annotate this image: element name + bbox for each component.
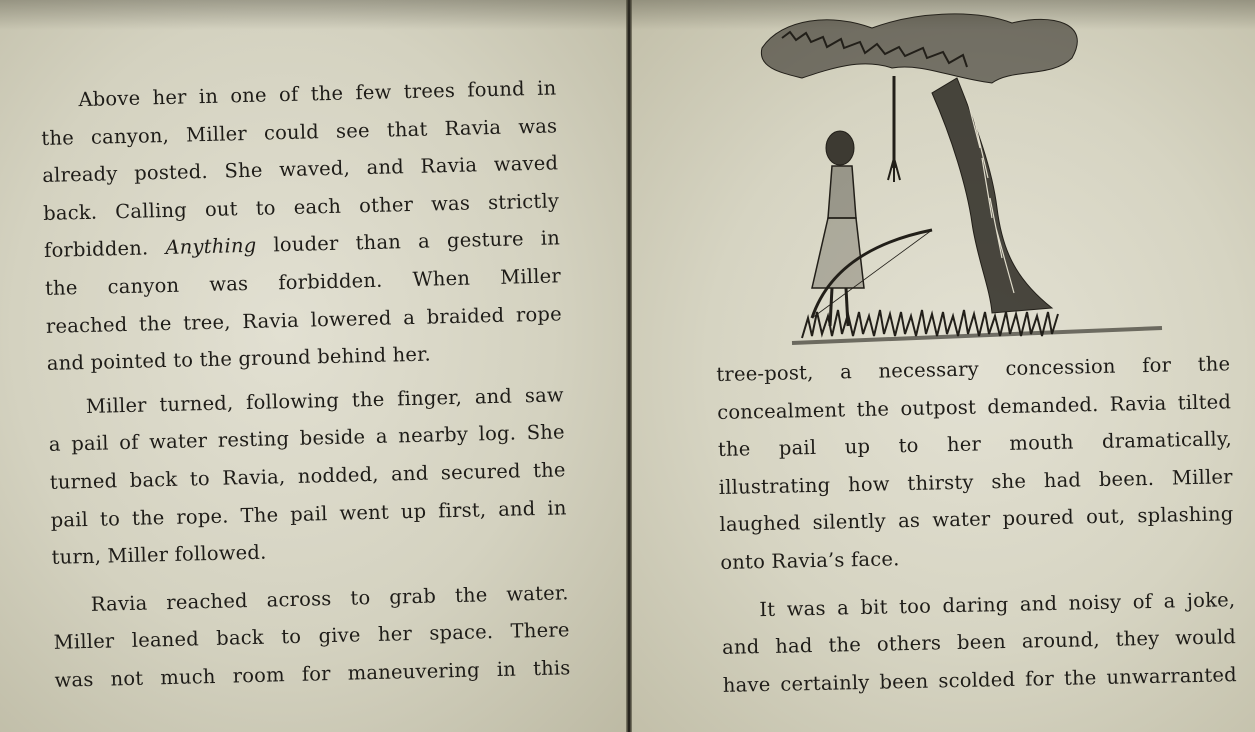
text-line: concealment the outpost demanded. Ravia tilted [716, 389, 1232, 424]
text-line: Miller leaned back to give her space. There [53, 618, 570, 655]
text-line: and pointed to the ground behind her. [46, 342, 432, 376]
text-fragment: louder than a gesture in [256, 226, 561, 258]
emphasized-word: Anything [165, 234, 257, 260]
paragraph [52, 574, 571, 699]
text-line: Above her in one of the few trees found in [78, 76, 557, 112]
text-line: Ravia reached across to grab the water. [90, 580, 569, 616]
tree-archer-illustration [752, 8, 1172, 356]
text-line: the canyon was forbidden. When Miller [44, 264, 562, 300]
text-line: laughed silently as water poured out, splashing [719, 502, 1234, 537]
text-line: Miller turned, following the finger, and saw [85, 383, 565, 418]
text-line: pail to the rope. The pail went up first, and in [50, 495, 567, 532]
text-line: the canyon, Miller could see that Ravia was [41, 113, 558, 150]
right-page [632, 0, 1255, 732]
text-line: turned back to Ravia, nodded, and secured the [49, 458, 566, 494]
text-fragment: forbidden. [43, 236, 166, 263]
text-line: It was a bit too daring and noisy of a joke, [759, 587, 1236, 621]
text-line: the pail up to her mouth dramatically, [717, 427, 1233, 462]
text-line: already posted. She waved, and Ravia waved [42, 151, 559, 188]
paragraph [47, 376, 567, 577]
text-line: reached the tree, Ravia lowered a braided rope [45, 301, 563, 338]
text-line: and had the others been around, they would [721, 625, 1237, 660]
text-line: onto Ravia’s face. [720, 547, 900, 574]
text-line: illustrating how thirsty she had been. Miller [718, 464, 1233, 499]
text-line: back. Calling out to each other was strictly [42, 189, 560, 225]
paragraph [721, 581, 1237, 705]
paragraph [40, 69, 563, 382]
left-page-text [40, 69, 571, 699]
text-line: turn, Miller followed. [51, 540, 267, 569]
text-line: was not much room for maneuvering in this [54, 656, 571, 692]
text-line: have certainly been scolded for the unwarranted [722, 662, 1238, 697]
right-page-text [716, 345, 1237, 704]
text-line: tree-post, a necessary concession for the [716, 352, 1231, 386]
text-line: a pail of water resting beside a nearby log. She [48, 420, 565, 457]
paragraph [716, 345, 1235, 581]
